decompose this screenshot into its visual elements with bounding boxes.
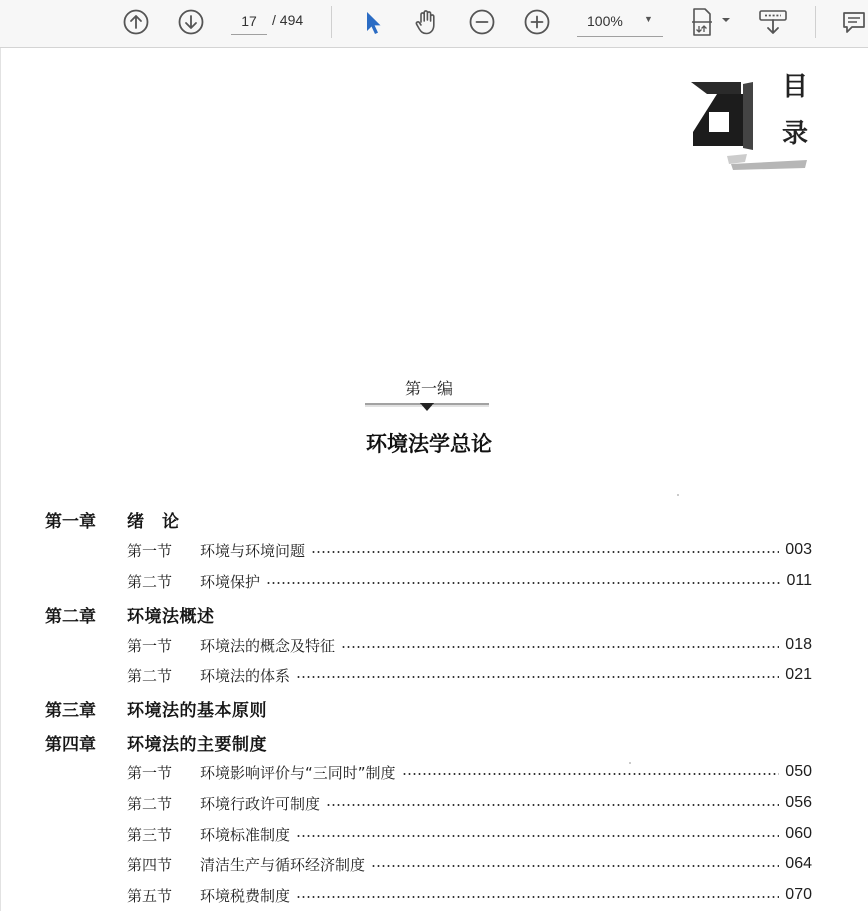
section-page: 070 — [785, 886, 812, 903]
arrow-down-circle-icon — [177, 8, 205, 36]
contents-heading-char: 目 — [781, 72, 808, 102]
toc-section[interactable] — [127, 570, 812, 592]
zoom-in-button[interactable] — [519, 4, 555, 40]
contents-heading-char: 录 — [781, 119, 808, 149]
section-title: 清洁生产与循环经济制度 — [200, 855, 366, 874]
toc-chapter[interactable] — [45, 507, 180, 532]
next-page-button[interactable] — [173, 4, 209, 40]
section-page: 050 — [785, 763, 812, 780]
minus-circle-icon — [468, 8, 496, 36]
download-tray-icon — [757, 7, 789, 37]
section-title: 环境法的体系 — [200, 666, 291, 685]
cursor-arrow-icon — [360, 8, 384, 36]
section-page: 003 — [785, 541, 812, 558]
speech-bubble-icon — [840, 8, 868, 36]
toc-section[interactable] — [127, 539, 812, 561]
section-page: 056 — [785, 794, 812, 811]
previous-page-button[interactable] — [118, 4, 154, 40]
leader-dots — [296, 676, 779, 678]
chevron-down-icon: ▼ — [644, 14, 653, 24]
chapter-number: 第三章 — [45, 701, 96, 721]
contents-heading — [779, 64, 811, 158]
section-page: 011 — [786, 572, 812, 589]
toolbar-divider — [815, 6, 816, 38]
chapter-title: 环境法概述 — [127, 607, 215, 627]
section-page: 018 — [785, 636, 812, 653]
chapter-title: 环境法的基本原则 — [127, 701, 267, 721]
part-label: 第一编 — [404, 379, 453, 398]
comment-button[interactable] — [836, 4, 868, 40]
part-ornament — [363, 400, 491, 414]
toc-section[interactable] — [127, 792, 812, 814]
section-title: 环境影响评价与“三同时”制度 — [200, 763, 396, 782]
zoom-value: 100% — [587, 13, 623, 29]
part-title: 环境法学总论 — [366, 431, 492, 456]
leader-dots — [402, 773, 780, 775]
toc-chapter[interactable] — [45, 696, 267, 721]
chapter-number: 第四章 — [45, 735, 96, 755]
document-page — [0, 48, 868, 911]
section-page: 021 — [785, 666, 812, 683]
page-fit-icon — [688, 6, 732, 38]
section-number: 第二节 — [127, 666, 173, 685]
leader-dots — [341, 646, 779, 648]
section-title: 环境保护 — [200, 572, 261, 591]
toc-section[interactable] — [127, 761, 812, 783]
chapter-number: 第二章 — [45, 607, 96, 627]
chapter-title: 绪 论 — [127, 512, 180, 532]
section-number: 第五节 — [127, 886, 173, 905]
section-title: 环境税费制度 — [200, 886, 291, 905]
toc-section[interactable] — [127, 853, 812, 875]
section-number: 第三节 — [127, 825, 173, 844]
section-page: 060 — [785, 825, 812, 842]
section-number: 第二节 — [127, 794, 173, 813]
pdf-toolbar — [0, 0, 868, 48]
leader-dots — [296, 835, 779, 837]
section-number: 第四节 — [127, 855, 173, 874]
hand-tool-button[interactable] — [409, 4, 445, 40]
toc-section[interactable] — [127, 823, 812, 845]
page-total-label: / 494 — [272, 12, 304, 28]
leader-dots — [326, 804, 779, 806]
leader-dots — [296, 896, 779, 898]
section-title: 环境法的概念及特征 — [200, 636, 336, 655]
zoom-select[interactable] — [577, 8, 663, 37]
hand-icon — [412, 7, 442, 37]
section-title: 环境标准制度 — [200, 825, 291, 844]
page-number-input[interactable] — [231, 8, 267, 35]
section-page: 064 — [785, 855, 812, 872]
toc-chapter[interactable] — [45, 602, 215, 627]
section-number: 第二节 — [127, 572, 173, 591]
toc-section[interactable] — [127, 664, 812, 686]
toc-section[interactable] — [127, 884, 812, 906]
section-title: 环境行政许可制度 — [200, 794, 321, 813]
leader-dots — [311, 551, 779, 553]
leader-dots — [266, 582, 780, 584]
section-number: 第一节 — [127, 636, 173, 655]
page-fit-button[interactable] — [686, 4, 734, 40]
plus-circle-icon — [523, 8, 551, 36]
chapter-number: 第一章 — [45, 512, 96, 532]
section-number: 第一节 — [127, 763, 173, 782]
zoom-out-button[interactable] — [464, 4, 500, 40]
scan-speck — [677, 494, 679, 496]
section-number: 第一节 — [127, 541, 173, 560]
download-button[interactable] — [755, 4, 791, 40]
section-title: 环境与环境问题 — [200, 541, 306, 560]
toc-chapter[interactable] — [45, 730, 267, 755]
toolbar-divider — [331, 6, 332, 38]
scan-speck — [629, 762, 631, 764]
select-tool-button[interactable] — [354, 4, 390, 40]
leader-dots — [371, 865, 779, 867]
chapter-title: 环境法的主要制度 — [127, 735, 267, 755]
arrow-up-circle-icon — [122, 8, 150, 36]
toc-section[interactable] — [127, 634, 812, 656]
